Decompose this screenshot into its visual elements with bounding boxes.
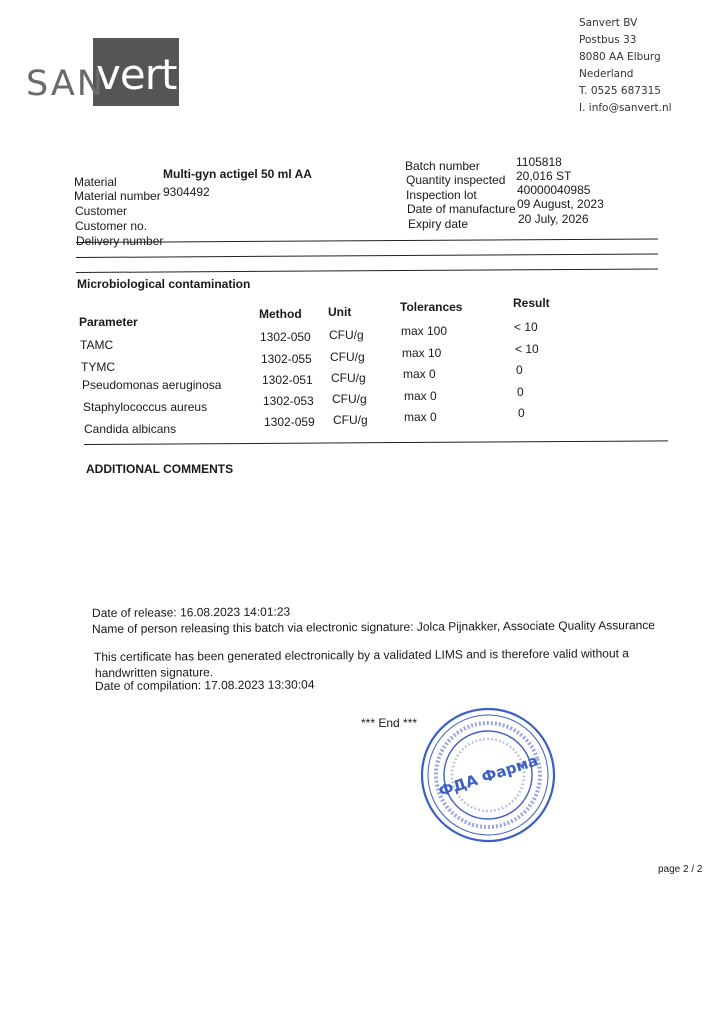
row-tolerance: max 0 (404, 389, 437, 403)
address-line: I. info@sanvert.nl (579, 102, 672, 114)
row-tolerance: max 100 (401, 324, 448, 338)
row-parameter: Pseudomonas aeruginosa (82, 378, 222, 392)
row-method: 1302-059 (264, 415, 315, 429)
row-method: 1302-051 (262, 373, 313, 387)
row-result: 0 (518, 406, 525, 420)
additional-comments-title: ADDITIONAL COMMENTS (86, 462, 234, 476)
release-person: Name of person releasing this batch via electronic signature: Jolca Pijnakker, Associate Quality Assurance (91, 618, 656, 636)
col-result-header: Result (513, 296, 550, 310)
row-unit: CFU/g (329, 328, 364, 342)
compilation-date: Date of compilation: 17.08.2023 13:30:04 (94, 677, 315, 693)
company-stamp (418, 705, 558, 845)
quantity-value: 20,016 ST (516, 169, 572, 183)
batch-number-value: 1105818 (516, 155, 562, 169)
certificate-note-line1: This certificate has been generated electronically by a validated LIMS and is therefore valid without a (93, 646, 630, 664)
col-unit-header: Unit (328, 305, 352, 319)
page-number: page 2 / 2 (658, 864, 703, 875)
row-unit: CFU/g (330, 350, 365, 364)
row-parameter: Candida albicans (84, 422, 177, 436)
row-result: < 10 (515, 342, 539, 356)
address-line: Nederland (579, 68, 634, 80)
row-tolerance: max 0 (403, 367, 436, 381)
row-method: 1302-053 (263, 394, 314, 408)
row-unit: CFU/g (333, 413, 368, 427)
address-line: Postbus 33 (579, 34, 637, 46)
customer-label: Customer (75, 204, 128, 218)
row-tolerance: max 0 (404, 410, 437, 424)
stamp-center-text: ФДА Фарма (436, 751, 541, 801)
row-parameter: TAMC (80, 338, 114, 352)
release-date: Date of release: 16.08.2023 14:01:23 (91, 604, 291, 620)
inspection-lot-value: 40000040985 (517, 183, 591, 197)
batch-number-label: Batch number (405, 159, 480, 173)
address-line: 8080 AA Elburg (579, 51, 661, 63)
certificate-note-line2: handwritten signature. (94, 665, 214, 680)
material-label: Material (74, 175, 117, 189)
logo-text-left: SAN (26, 64, 105, 104)
expiry-value: 20 July, 2026 (518, 212, 589, 226)
row-parameter: TYMC (81, 360, 115, 374)
row-method: 1302-050 (260, 330, 311, 344)
expiry-label: Expiry date (408, 217, 469, 231)
micro-rule (76, 268, 658, 273)
row-tolerance: max 10 (402, 346, 442, 360)
quantity-label: Quantity inspected (406, 173, 506, 187)
row-result: 0 (517, 385, 524, 399)
col-method-header: Method (259, 307, 302, 321)
header-rule-2 (76, 253, 658, 258)
col-parameter-header: Parameter (79, 315, 138, 329)
material-number-value: 9304492 (163, 185, 210, 199)
address-line: Sanvert BV (579, 17, 638, 29)
row-unit: CFU/g (332, 392, 367, 406)
row-result: < 10 (514, 320, 538, 334)
row-result: 0 (516, 363, 523, 377)
logo-text-right: vert (96, 50, 177, 99)
row-unit: CFU/g (331, 371, 366, 385)
col-tolerances-header: Tolerances (400, 300, 463, 314)
address-line: T. 0525 687315 (579, 85, 661, 97)
material-value: Multi-gyn actigel 50 ml AA (163, 167, 312, 181)
material-number-label: Material number (74, 189, 161, 203)
row-method: 1302-055 (261, 352, 312, 366)
row-parameter: Staphylococcus aureus (83, 400, 208, 414)
manufacture-value: 09 August, 2023 (517, 197, 604, 211)
manufacture-label: Date of manufacture (407, 202, 516, 216)
micro-section-title: Microbiological contamination (77, 277, 251, 291)
customer-no-label: Customer no. (75, 219, 148, 233)
table-bottom-rule (84, 440, 668, 445)
end-marker: *** End *** (361, 716, 418, 730)
inspection-lot-label: Inspection lot (406, 188, 477, 202)
